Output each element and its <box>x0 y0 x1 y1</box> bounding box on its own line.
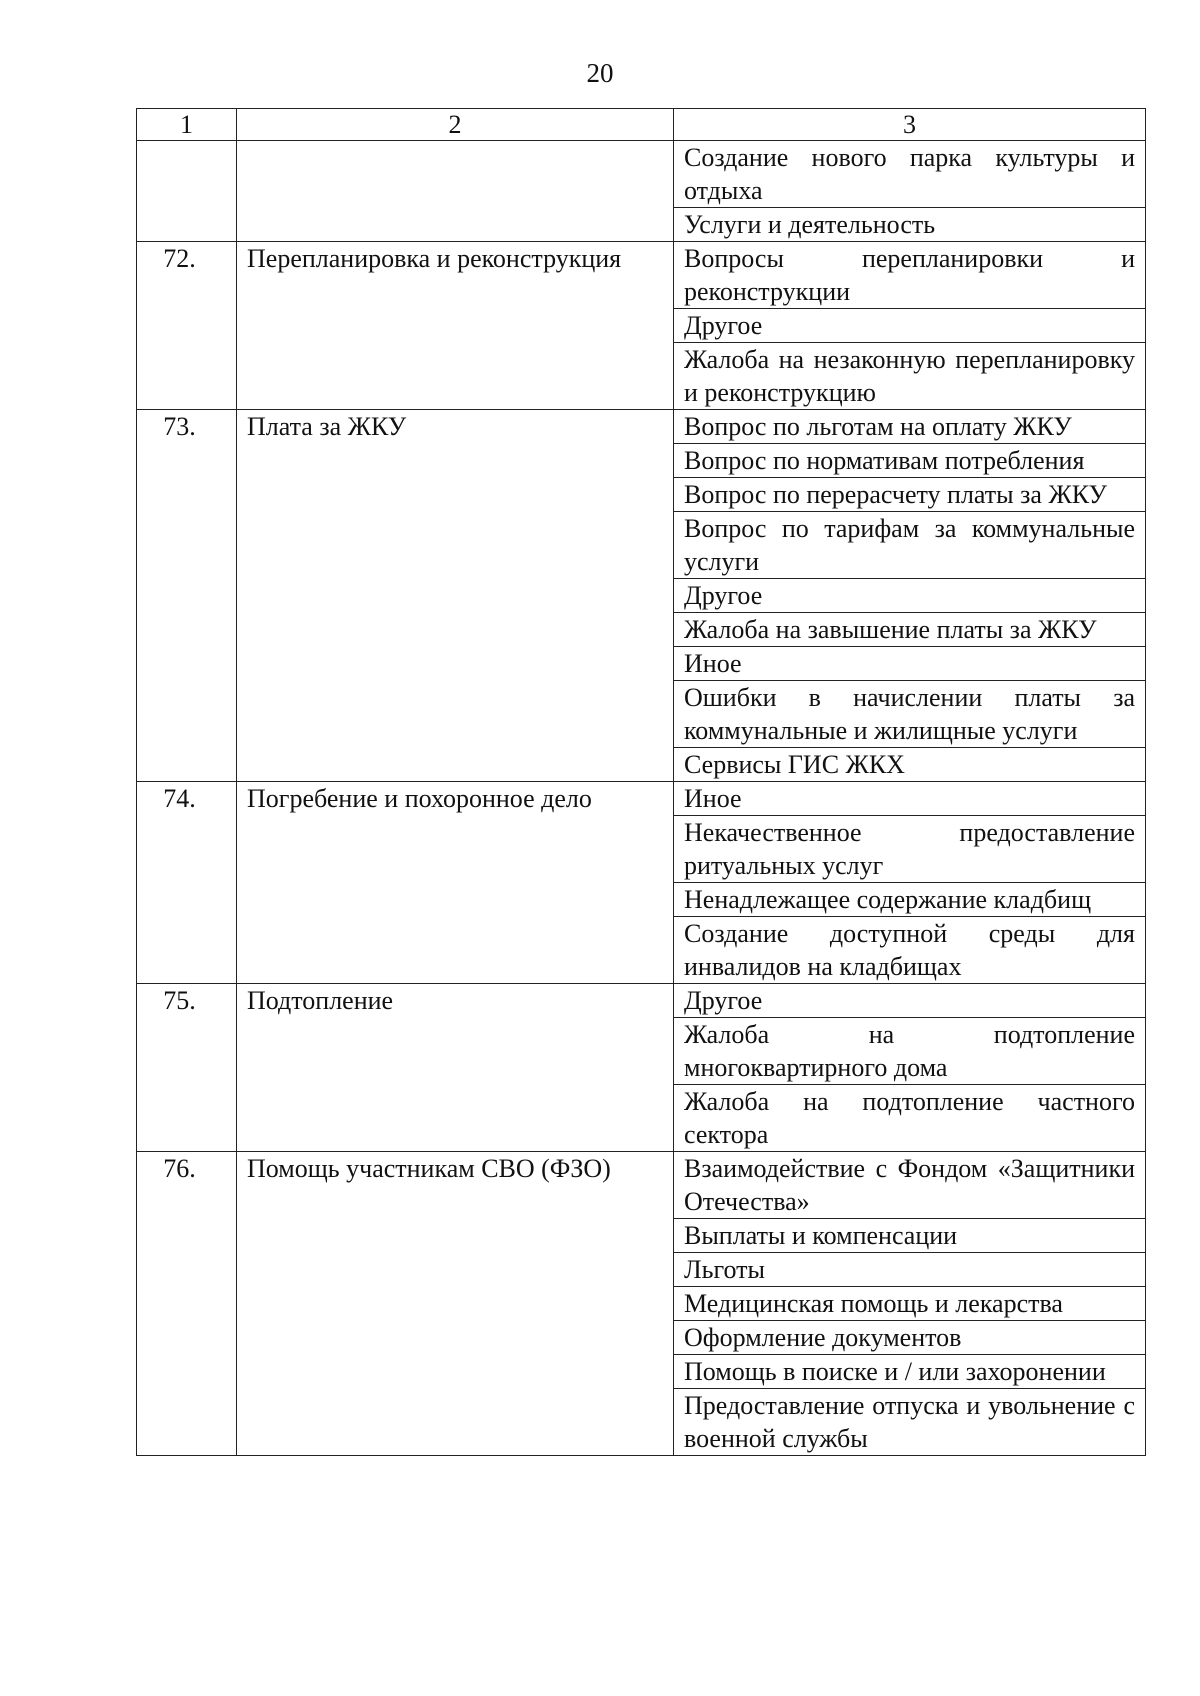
table-row <box>137 410 1146 444</box>
row-number: 72. <box>137 242 237 410</box>
table-header <box>137 109 1146 141</box>
header-cell-2: 2 <box>237 109 674 141</box>
subtopic-cell: Помощь в поиске и / или захоронении <box>674 1355 1146 1389</box>
subtopic-cell: Жалоба на подтопление многоквартирного дома <box>674 1018 1146 1085</box>
header-cell-1: 1 <box>137 109 237 141</box>
table-row <box>137 782 1146 816</box>
subtopic-cell: Жалоба на незаконную перепланировку и реконструкцию <box>674 343 1146 410</box>
subtopic-cell: Взаимодействие с Фондом «Защитники Отечества» <box>674 1152 1146 1219</box>
subtopic-cell: Другое <box>674 309 1146 343</box>
subtopic-cell: Ошибки в начислении платы за коммунальные и жилищные услуги <box>674 681 1146 748</box>
subtopic-cell: Льготы <box>674 1253 1146 1287</box>
subtopic-cell: Создание доступной среды для инвалидов на кладбищах <box>674 917 1146 984</box>
subtopic-cell: Жалоба на завышение платы за ЖКУ <box>674 613 1146 647</box>
row-number <box>137 141 237 242</box>
subtopic-cell: Иное <box>674 782 1146 816</box>
subtopic-cell: Предоставление отпуска и увольнение с военной службы <box>674 1389 1146 1456</box>
subtopic-cell: Другое <box>674 984 1146 1018</box>
subtopic-cell: Медицинская помощь и лекарства <box>674 1287 1146 1321</box>
subtopic-cell: Создание нового парка культуры и отдыха <box>674 141 1146 208</box>
topic-cell: Помощь участникам СВО (ФЗО) <box>237 1152 674 1456</box>
subtopic-cell: Вопрос по перерасчету платы за ЖКУ <box>674 478 1146 512</box>
subtopic-cell: Иное <box>674 647 1146 681</box>
subtopic-cell: Вопрос по тарифам за коммунальные услуги <box>674 512 1146 579</box>
table-row <box>137 1152 1146 1219</box>
subtopic-cell: Услуги и деятельность <box>674 208 1146 242</box>
subtopic-cell: Оформление документов <box>674 1321 1146 1355</box>
header-cell-3: 3 <box>674 109 1146 141</box>
topic-cell: Подтопление <box>237 984 674 1152</box>
header-row <box>137 109 1146 141</box>
subtopic-cell: Вопрос по нормативам потребления <box>674 444 1146 478</box>
topic-cell <box>237 141 674 242</box>
topic-cell: Перепланировка и реконструкция <box>237 242 674 410</box>
subtopic-cell: Выплаты и компенсации <box>674 1219 1146 1253</box>
subtopic-cell: Вопрос по льготам на оплату ЖКУ <box>674 410 1146 444</box>
table-row <box>137 141 1146 208</box>
row-number: 75. <box>137 984 237 1152</box>
table-body <box>137 141 1146 1456</box>
table-row <box>137 242 1146 309</box>
subtopic-cell: Некачественное предоставление ритуальных услуг <box>674 816 1146 883</box>
subtopic-cell: Сервисы ГИС ЖКХ <box>674 748 1146 782</box>
row-number: 76. <box>137 1152 237 1456</box>
subtopic-cell: Жалоба на подтопление частного сектора <box>674 1085 1146 1152</box>
page-number: 20 <box>586 58 614 88</box>
topic-cell: Плата за ЖКУ <box>237 410 674 782</box>
subtopic-cell: Вопросы перепланировки и реконструкции <box>674 242 1146 309</box>
table-row <box>137 984 1146 1018</box>
row-number: 73. <box>137 410 237 782</box>
subtopic-cell: Ненадлежащее содержание кладбищ <box>674 883 1146 917</box>
row-number: 74. <box>137 782 237 984</box>
topics-table <box>136 108 1146 1456</box>
topic-cell: Погребение и похоронное дело <box>237 782 674 984</box>
subtopic-cell: Другое <box>674 579 1146 613</box>
